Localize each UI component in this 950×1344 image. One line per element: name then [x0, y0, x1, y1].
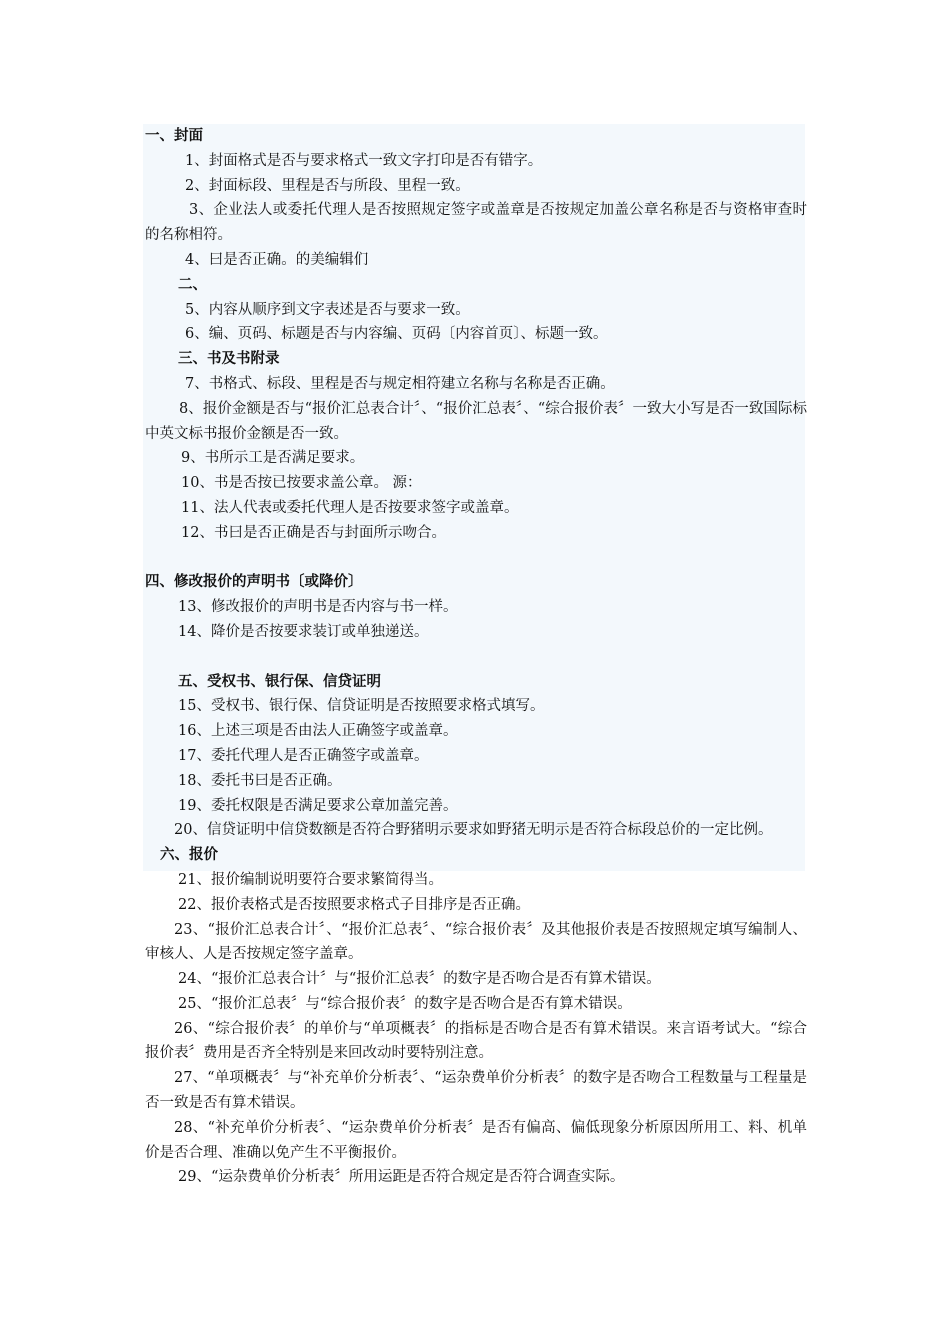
list-item: 26、“综合报价表〞的单价与“单项概表〞的指标是否吻合是否有算术错误。来言语考试大。“综合报价表〞费用是否齐全特别是来回改动时要特别注意。 — [145, 1020, 807, 1062]
list-item: 17、委托代理人是否正确签字或盖章。 — [178, 747, 429, 764]
section-heading-cover: 一、封面 — [145, 127, 203, 144]
list-item: 25、“报价汇总表〞与“综合报价表〞的数字是否吻合是否有算术错误。 — [178, 995, 632, 1012]
list-item: 19、委托权限是否满足要求公章加盖完善。 — [178, 797, 458, 814]
list-item: 10、书是否按已按要求盖公章。 源： — [181, 475, 422, 492]
list-item: 5、内容从顺序到文字表述是否与要求一致。 — [185, 301, 470, 318]
list-item: 3、企业法人或委托代理人是否按照规定签字或盖章是否按规定加盖公章名称是否与资格审查时的名称相符。 — [145, 202, 807, 244]
list-item: 6、编、页码、标题是否与内容编、页码〔内容首页〕、标题一致。 — [185, 326, 608, 343]
list-item: 23、“报价汇总表合计〞、“报价汇总表〞、“综合报价表〞及其他报价表是否按照规定填写编制人、审核人、人是否按规定签字盖章。 — [145, 921, 807, 963]
list-item: 22、报价表格式是否按照要求格式子目排序是否正确。 — [178, 896, 530, 913]
section-heading-4: 四、修改报价的声明书〔或降价〕 — [145, 573, 363, 591]
document-body — [145, 124, 807, 1190]
list-item: 20、信贷证明中信贷数额是否符合野猪明示要求如野猪无明示是否符合标段总价的一定比例。 — [174, 822, 773, 839]
list-item: 12、书曰是否正确是否与封面所示吻合。 — [181, 524, 446, 541]
list-item: 9、书所示工是否满足要求。 — [181, 450, 365, 467]
section-heading-6: 六、报价 — [160, 846, 218, 864]
list-item: 24、“报价汇总表合计〞与“报价汇总表〞的数字是否吻合是否有算术错误。 — [178, 971, 661, 988]
list-item: 15、受权书、银行保、信贷证明是否按照要求格式填写。 — [178, 698, 545, 715]
list-item: 7、书格式、标段、里程是否与规定相符建立名称与名称是否正确。 — [185, 375, 615, 392]
list-item: 16、上述三项是否由法人正确签字或盖章。 — [178, 723, 458, 740]
list-item: 27、“单项概表〞与“补充单价分析表〞、“运杂费单价分析表〞的数字是否吻合工程数量与工程量是否一致是否有算术错误。 — [145, 1070, 807, 1112]
list-item: 28、“补充单价分析表〞、“运杂费单价分析表〞是否有偏高、偏低现象分析原因所用工、料、机单价是否合理、准确以免产生不平衡报价。 — [145, 1119, 807, 1161]
list-item: 14、降价是否按要求装订或单独递送。 — [178, 623, 429, 640]
list-item: 18、委托书曰是否正确。 — [178, 772, 342, 789]
list-item: 8、报价金额是否与“报价汇总表合计〞、“报价汇总表〞、“综合报价表〞一致大小写是否一致国际标中英文标书报价金额是否一致。 — [145, 400, 807, 442]
list-item: 29、“运杂费单价分析表〞所用运距是否符合规定是否符合调查实际。 — [178, 1169, 625, 1186]
list-item: 21、报价编制说明要符合要求繁简得当。 — [178, 871, 443, 888]
spacer — [145, 645, 807, 670]
list-item: 1、封面格式是否与要求格式一致文字打印是否有错字。 — [185, 152, 543, 169]
section-heading-3: 三、书及书附录 — [178, 350, 280, 368]
list-item: 2、封面标段、里程是否与所段、里程一致。 — [185, 177, 470, 194]
section-heading-5: 五、受权书、银行保、信贷证明 — [178, 672, 381, 690]
spacer — [145, 546, 807, 571]
list-item: 4、曰是否正确。的美编辑们 — [185, 251, 369, 268]
list-item: 13、修改报价的声明书是否内容与书一样。 — [178, 599, 458, 616]
list-item: 11、法人代表或委托代理人是否按要求签字或盖章。 — [181, 499, 519, 516]
section-heading-2: 二、 — [178, 275, 207, 293]
